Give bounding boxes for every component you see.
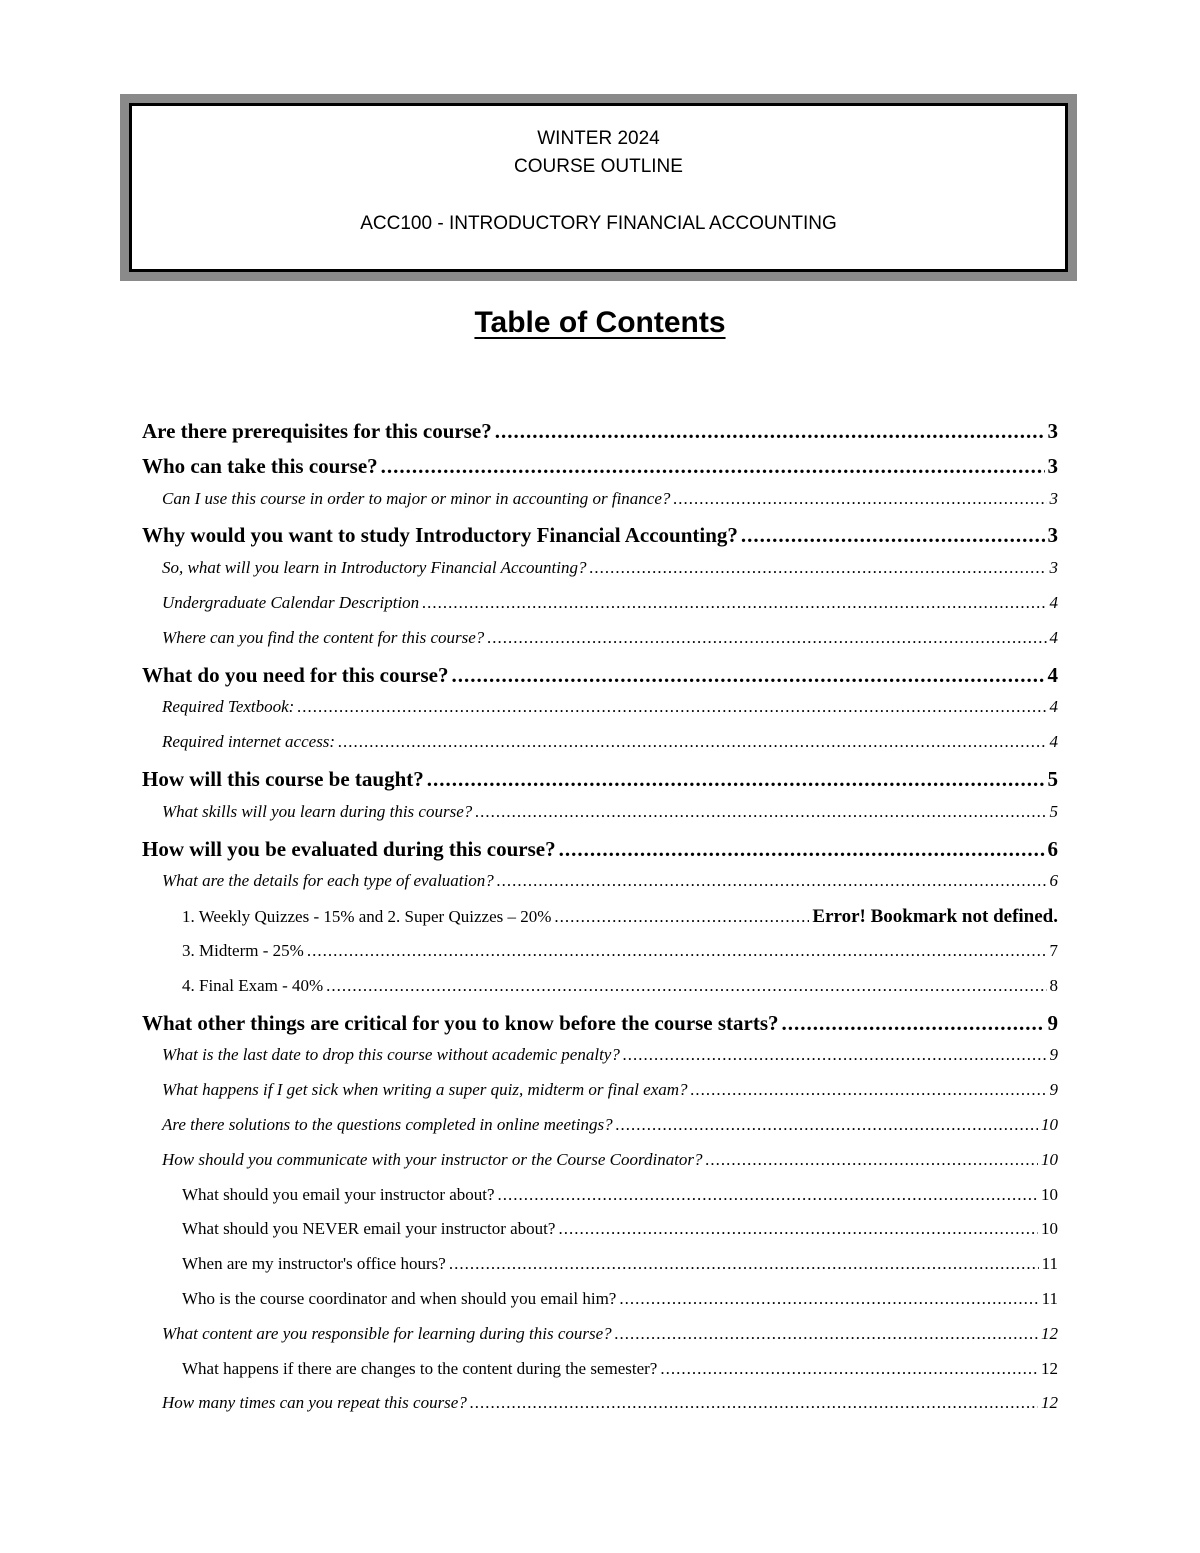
toc-entry-label: How will you be evaluated during this course? [142,836,556,861]
toc-entry-page: 10 [1041,1149,1058,1169]
toc-entry-page: 12 [1041,1323,1058,1343]
toc-dot-leader [741,523,1045,548]
toc-dot-leader [559,837,1045,862]
toc-entry-label: What skills will you learn during this course? [162,801,473,821]
toc-entry-page: 12 [1041,1358,1058,1378]
toc-dot-leader [619,1289,1038,1309]
toc-entry[interactable] [162,1324,1058,1354]
toc-dot-leader [615,1324,1038,1344]
toc-heading [0,301,1200,345]
toc-entry[interactable] [182,1185,1058,1215]
toc-entry[interactable] [182,1359,1058,1389]
toc-entry-label: 4. Final Exam - 40% [182,975,324,995]
toc-entry[interactable] [162,628,1058,658]
toc-dot-leader [691,1080,1047,1100]
toc-entry[interactable] [162,489,1058,519]
toc-dot-leader [470,1393,1038,1413]
toc-dot-leader [497,871,1047,891]
toc-entry-page: 5 [1047,767,1058,791]
toc-entry-label: Required internet access: [162,732,336,752]
toc-entry-page: 8 [1049,975,1058,995]
toc-entry-page: 5 [1049,801,1058,821]
toc-entry[interactable] [162,1115,1058,1145]
toc-dot-leader [449,1254,1039,1274]
toc-entry[interactable] [142,837,1058,867]
toc-entry[interactable] [182,1254,1058,1284]
toc-dot-leader [782,1011,1045,1036]
toc-entry-label: Why would you want to study Introductory Financial Accounting? [142,523,738,548]
toc-entry-page: 3 [1047,523,1058,548]
toc-entry[interactable] [162,1080,1058,1110]
toc-entry[interactable] [162,558,1058,588]
toc-dot-leader [623,1045,1047,1065]
doc-type-label: COURSE OUTLINE [514,156,683,177]
toc-dot-leader [487,628,1046,648]
toc-dot-leader [590,558,1047,578]
toc-dot-leader [297,697,1046,717]
toc-heading-text: Table of Contents [474,306,726,339]
toc-entry-page: 3 [1049,558,1058,578]
toc-entry-label: What should you NEVER email your instructor about? [182,1219,556,1239]
toc-dot-leader [558,1219,1038,1239]
toc-entry-page: 10 [1041,1219,1058,1239]
toc-entry-page: 3 [1047,453,1058,478]
toc-entry-label: Who can take this course? [142,453,378,478]
toc-entry[interactable] [182,1289,1058,1319]
toc-dot-leader [706,1150,1038,1170]
toc-entry-label: What are the details for each type of evaluation? [162,871,494,891]
toc-entry-label: What happens if I get sick when writing a super quiz, midterm or final exam? [162,1080,688,1100]
toc-entry-page: Error! Bookmark not defined. [812,906,1058,928]
toc-entry[interactable] [142,1011,1058,1041]
toc-entry-label: How will this course be taught? [142,767,424,791]
course-header-frame [120,94,1077,281]
toc-entry[interactable] [182,1219,1058,1249]
toc-entry-label: How should you communicate with your instructor or the Course Coordinator? [162,1149,703,1169]
toc-entry[interactable] [142,663,1058,693]
toc-dot-leader [475,802,1046,822]
toc-entry-label: What do you need for this course? [142,662,449,687]
toc-entry-page: 11 [1041,1289,1058,1308]
toc-dot-leader [660,1359,1038,1379]
toc-entry-page: 4 [1049,732,1058,752]
toc-entry-label: When are my instructor's office hours? [182,1254,446,1274]
toc-dot-leader [498,1185,1038,1205]
toc-dot-leader [422,593,1046,613]
toc-entry-page: 6 [1047,836,1058,861]
toc-entry[interactable] [162,871,1058,901]
toc-entry-label: Who is the course coordinator and when should you email him? [182,1289,617,1308]
toc-entry-label: 1. Weekly Quizzes - 15% and 2. Super Quizzes – 20% [182,907,552,927]
toc-entry-label: Are there solutions to the questions completed in online meetings? [162,1115,613,1134]
toc-entry-page: 4 [1049,593,1058,612]
toc-entry[interactable] [142,419,1058,449]
toc-entry-label: How many times can you repeat this course? [162,1393,467,1413]
toc-entry-label: Where can you find the content for this course? [162,627,485,647]
toc-entry-page: 10 [1041,1115,1058,1134]
toc-entry-page: 3 [1047,419,1058,443]
toc-dot-leader [307,941,1047,961]
toc-entry-page: 9 [1047,1010,1058,1035]
toc-entry[interactable] [142,767,1058,797]
toc-entry-page: 7 [1049,941,1058,960]
toc-entry-label: Undergraduate Calendar Description [162,593,420,612]
toc-entry[interactable] [162,593,1058,623]
toc-entry-page: 10 [1041,1184,1058,1204]
toc-entry[interactable] [182,906,1058,936]
toc-dot-leader [554,907,809,927]
toc-dot-leader [451,663,1044,688]
toc-entry[interactable] [142,523,1058,553]
toc-entry-label: What content are you responsible for learning during this course? [162,1323,612,1343]
toc-dot-leader [326,976,1046,996]
toc-entry-page: 6 [1049,871,1058,891]
toc-entry-label: What should you email your instructor about? [182,1184,495,1204]
toc-dot-leader [427,767,1045,792]
toc-entry-page: 9 [1049,1045,1058,1065]
toc-entry[interactable] [182,976,1058,1006]
toc-dot-leader [616,1115,1038,1135]
toc-entry[interactable] [162,1393,1058,1423]
toc-entry-label: What happens if there are changes to the content during the semester? [182,1358,658,1378]
toc-entry-page: 4 [1047,662,1058,687]
toc-entry[interactable] [142,454,1058,484]
term-label: WINTER 2024 [537,128,660,149]
toc-entry-label: Can I use this course in order to major or minor in accounting or finance? [162,488,671,508]
toc-entry-label: So, what will you learn in Introductory Financial Accounting? [162,558,587,578]
toc-entry-label: What other things are critical for you to know before the course starts? [142,1010,779,1035]
toc-entry-page: 3 [1049,488,1058,508]
toc-entry-label: 3. Midterm - 25% [182,941,304,960]
toc-entry-page: 4 [1049,627,1058,647]
toc-entry[interactable] [162,1045,1058,1075]
toc-dot-leader [495,419,1045,444]
toc-entry[interactable] [182,941,1058,971]
toc-entry[interactable] [162,697,1058,727]
toc-entry[interactable] [162,732,1058,762]
toc-entry-label: Required Textbook: [162,697,295,717]
toc-dot-leader [381,454,1045,479]
toc-entry-page: 12 [1041,1393,1058,1413]
header-spacer [132,181,1065,210]
toc-dot-leader [338,732,1046,752]
toc-entry-page: 9 [1049,1080,1058,1100]
toc-entry[interactable] [162,1150,1058,1180]
toc-entry-page: 11 [1041,1254,1058,1274]
toc-entry-page: 4 [1049,697,1058,717]
toc-entry-label: Are there prerequisites for this course? [142,419,492,443]
course-title: ACC100 - INTRODUCTORY FINANCIAL ACCOUNTING [360,213,837,234]
toc-entry[interactable] [162,802,1058,832]
course-header-box [129,103,1068,272]
toc-entry-label: What is the last date to drop this course without academic penalty? [162,1045,620,1065]
toc-dot-leader [673,489,1046,509]
